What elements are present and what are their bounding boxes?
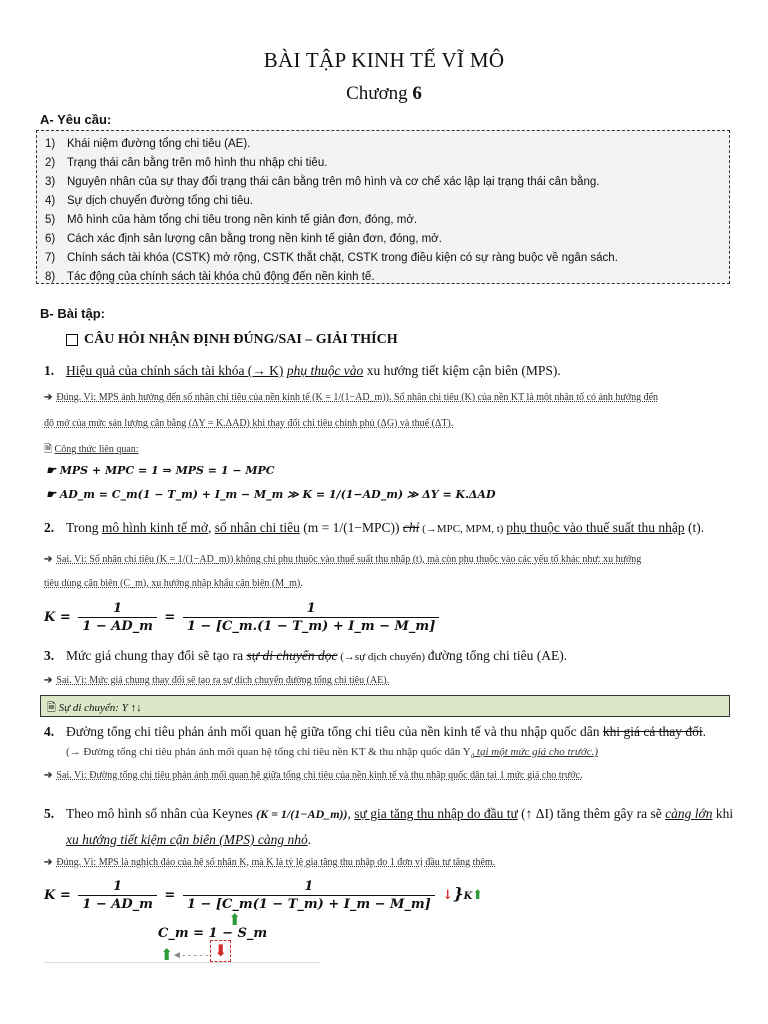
- requirement-item: 5) Mô hình của hàm tổng chi tiêu trong nền kinh tế giản đơn, đóng, mở.: [45, 214, 418, 226]
- down-arrow-icon: ⬇: [210, 940, 231, 962]
- requirement-item: 6) Cách xác định sản lượng cân bằng trong nền kinh tế giản đơn, đóng, mở.: [45, 233, 442, 245]
- document-icon: 🗎: [44, 444, 55, 455]
- up-arrow-icon: ⬆: [472, 888, 484, 903]
- document-icon: 🗎: [47, 702, 59, 714]
- chapter-heading: [0, 83, 768, 105]
- answer-4: ➔ Sai. Vì: Đường tổng chi tiêu phản ánh mối quan hệ giữa tổng chi tiêu của nền kinh tế và thu nhập quốc dân tại 1 mức giá cho trước.: [44, 770, 583, 781]
- answer-1-line-1: ➔ Đúng. Vì: MPS ảnh hưởng đến số nhân chi tiêu của nền kinh tế (K = 1/(1−AD_m)). Số nhân chi tiêu (K) của nền KT là một nhân tố có ảnh hưởng đến: [44, 392, 659, 403]
- true-false-subheading: CÂU HỎI NHẬN ĐỊNH ĐÚNG/SAI – GIẢI THÍCH: [66, 332, 398, 348]
- section-b-label: B- Bài tập:: [40, 306, 105, 321]
- question-1: 1. Hiệu quả của chính sách tài khóa (→ K) phụ thuộc vào xu hướng tiết kiệm cận biên (MPS).: [44, 363, 561, 378]
- answer-2-line-1: ➔ Sai. Vì: Số nhân chi tiêu (K = 1/(1−AD_m)) không chỉ phụ thuộc vào thuế suất thu nhập (t), mà còn phụ thuộc vào các yếu tố khác như: xu hướng: [44, 554, 642, 565]
- question-4: 4. Đường tổng chi tiêu phản ánh mối quan hệ giữa tổng chi tiêu của nền kinh tế và thu nhập quốc dân khi giá cả thay đổi.: [44, 724, 707, 739]
- k-formula-q2: K = $\frac{1}{1 - AD\_m}$ = $\frac{1}{1 - [C\_m.(1 - T\_m) + I\_m - M\_m]}$: [44, 600, 442, 635]
- answer-1-line-2: độ mở của mức sản lượng cân bằng (ΔY = K.ΔAD) khi thay đổi chi tiêu chính phủ (ΔG) và thuế (ΔT).: [44, 418, 454, 429]
- figure-bottom-divider: [44, 962, 320, 963]
- arrow-icon: ➔: [44, 675, 53, 686]
- question-5-line-2: xu hướng tiết kiệm cận biên (MPS) càng nhỏ.: [66, 832, 312, 847]
- section-a-label: A- Yêu cầu:: [40, 112, 112, 127]
- question-3: 3. Mức giá chung thay đổi sẽ tạo ra sự di chuyển dọc (→sự dịch chuyển) đường tổng chi tiêu (AE).: [44, 648, 568, 663]
- requirement-item: 3) Nguyên nhân của sự thay đổi trạng thái cân bằng trên mô hình và cơ chế xác lập lại trạng thái cân bằng.: [45, 176, 600, 188]
- requirement-item: 4) Sự dịch chuyển đường tổng chi tiêu.: [45, 195, 253, 207]
- page-title: BÀI TẬP KINH TẾ VĨ MÔ: [263, 48, 505, 72]
- arrow-icon: ➔: [44, 554, 53, 565]
- requirements-box: [36, 130, 730, 284]
- requirement-item: 1) Khái niệm đường tổng chi tiêu (AE).: [45, 138, 251, 150]
- cm-formula: C_m = 1 − S_m: [158, 926, 268, 941]
- question-2: 2. Trong mô hình kinh tế mở, số nhân chi tiêu (m = 1/(1−MPC)) chỉ (→MPC, MPM, t) phụ thuộc vào thuế suất thu nhập (t).: [44, 520, 705, 535]
- answer-5: ➔ Đúng. Vì: MPS là nghịch đảo của hệ số nhân K, mà K là tỷ lệ gia tăng thu nhập do 1 đơn vị đầu tư tăng thêm.: [44, 857, 496, 868]
- question-5: 5. Theo mô hình số nhân của Keynes (K = 1/(1−AD_m)), sự gia tăng thu nhập do đầu tư (↑ ΔI) tăng thêm gây ra sẽ càng lớn khi: [44, 806, 734, 821]
- movement-note-box: 🗎 Sự di chuyển: Y ↑↓: [40, 695, 730, 717]
- requirement-item: 7) Chính sách tài khóa (CSTK) mở rộng, CSTK thắt chặt, CSTK trong điều kiện có sự ràng buộc về ngân sách.: [45, 252, 618, 264]
- answer-3: ➔ Sai. Vì: Mức giá chung thay đổi sẽ tạo ra sự dịch chuyển đường tổng chi tiêu (AE).: [44, 675, 390, 686]
- requirement-item: 8) Tác động của chính sách tài khóa chủ động đến nền kinh tế.: [45, 271, 375, 283]
- up-arrow-icon: ⬆: [228, 912, 242, 929]
- answer-2-line-2: tiêu dùng cận biên (C_m), xu hướng nhập khẩu cận biên (M_m).: [44, 578, 303, 589]
- dashed-arrow-icon: ◄- - - - -: [172, 950, 209, 961]
- arrow-icon: ➔: [44, 770, 53, 781]
- related-formula-label: 🗎 Công thức liên quan:: [44, 444, 139, 455]
- k-formula-q5: K = $\frac{1}{1 - AD\_m}$ = $\frac{1}{1 - [C\_m(1 - T\_m) + I\_m - M\_m]}$ ↓}K⬆: [44, 879, 484, 912]
- formula-ad-k: ☛ AD_m = C_m(1 − T_m) + I_m − M_m ≫ K = 1/(1−AD_m) ≫ ΔY = K.ΔAD: [46, 488, 496, 501]
- formula-mps-mpc: ☛ MPS + MPC = 1 ⇒ MPS = 1 − MPC: [46, 464, 275, 477]
- chapter-number: 6: [412, 83, 422, 104]
- arrow-icon: ➔: [44, 857, 53, 868]
- checkbox-square-icon: [66, 334, 78, 346]
- down-arrow-icon: ↓: [442, 888, 454, 903]
- up-arrow-icon: ⬆: [160, 947, 174, 964]
- question-4-note: (→ Đường tổng chi tiêu phản ánh mối quan hệ tổng chi tiêu nền KT & thu nhập quốc dân $Y_d$ tại một mức giá cho trước.): [66, 746, 599, 761]
- arrow-icon: ➔: [44, 392, 53, 403]
- chapter-label: Chương: [346, 83, 408, 104]
- requirement-item: 2) Trạng thái cân bằng trên mô hình thu nhập chi tiêu.: [45, 157, 328, 169]
